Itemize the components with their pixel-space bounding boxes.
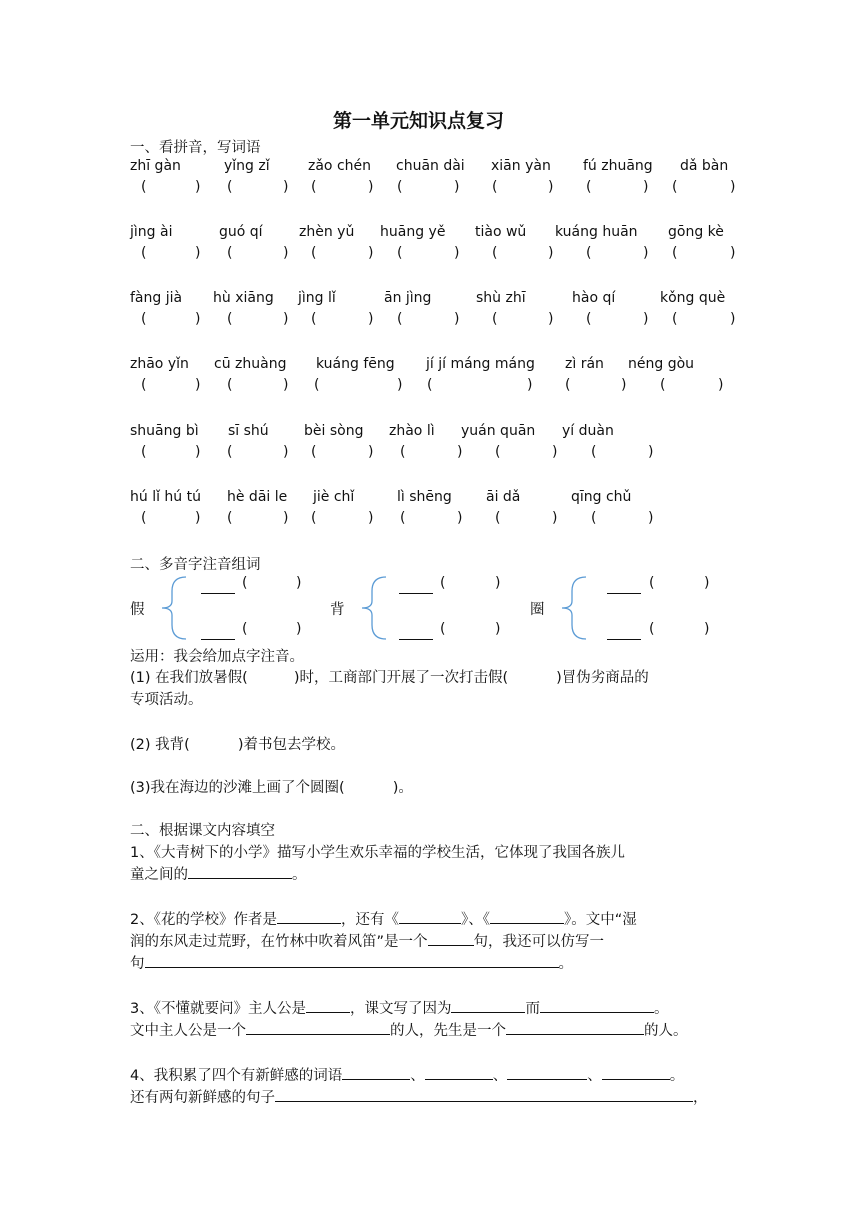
pinyin-word: chuān dài [396,158,465,174]
answer-open-paren: ( [311,179,317,195]
answer-close-paren: ) [643,245,649,261]
answer-open-paren: ( [311,444,317,460]
answer-close-paren: ) [454,245,460,261]
q3-b: ，课文写了因为 [349,1001,452,1017]
answer-open-paren: ( [227,179,233,195]
answer-close-paren: ) [368,444,374,460]
q2-d: 》。文中“湿 [563,912,637,928]
answer-blank[interactable] [399,909,461,924]
answer-open-paren: ( [400,444,406,460]
polyphonic-char: 背 [330,602,345,618]
answer-close-paren: ) [730,179,736,195]
pinyin-word: tiào wǔ [475,224,527,240]
pinyin-word: yí duàn [562,423,614,439]
answer-box[interactable] [149,510,193,528]
answer-open-paren: ( [591,510,597,526]
answer-blank[interactable] [425,1065,493,1080]
answer-open-paren: ( [227,245,233,261]
polyphonic-char: 假 [130,602,145,618]
q2-end: 。 [558,956,573,972]
answer-box[interactable] [319,245,366,263]
answer-open-paren: ( [141,444,147,460]
answer-box[interactable] [408,510,455,528]
answer-close-paren: ) [648,510,654,526]
answer-box[interactable] [149,245,193,263]
pinyin-open-paren: ( [440,575,446,591]
pinyin-word: jiè chǐ [313,489,355,505]
q3-line2-a: 文中主人公是一个 [130,1023,246,1039]
answer-close-paren: ) [195,510,201,526]
q2-part-a: (2) 我背( [130,737,190,753]
answer-blank[interactable] [451,998,525,1013]
answer-close-paren: ) [368,311,374,327]
pinyin-word: néng gòu [628,356,695,372]
answer-blank[interactable] [507,1065,587,1080]
fill-q2-line1 [130,908,637,929]
pinyin-close-paren: ) [704,575,710,591]
answer-close-paren: ) [548,245,554,261]
answer-open-paren: ( [495,510,501,526]
pinyin-open-paren: ( [242,575,248,591]
answer-blank[interactable] [277,909,341,924]
answer-box[interactable] [408,444,455,462]
answer-open-paren: ( [141,245,147,261]
answer-close-paren: ) [195,245,201,261]
answer-open-paren: ( [227,377,233,393]
answer-box[interactable] [680,311,728,329]
curly-brace-icon [360,575,390,641]
answer-blank[interactable] [540,998,654,1013]
answer-box[interactable] [149,377,193,395]
answer-blank[interactable] [399,593,433,594]
answer-close-paren: ) [283,510,289,526]
q3-d: 。 [653,1001,669,1017]
answer-blank[interactable] [506,1020,644,1035]
answer-open-paren: ( [660,377,666,393]
answer-blank[interactable] [188,864,292,879]
answer-open-paren: ( [672,245,678,261]
answer-open-paren: ( [586,179,592,195]
q1-part-c: )冒伪劣商品的 [556,670,649,686]
section1-heading: 一、看拼音，写词语 [130,140,261,156]
pinyin-word: shuāng bì [130,423,199,439]
answer-close-paren: ) [195,179,201,195]
answer-open-paren: ( [397,179,403,195]
q2-line3: 句 [130,956,145,972]
q2-line2-a: 润的东风走过荒野，在竹林中吹着风笛”是一个 [130,934,428,950]
usage-q1 [130,666,649,687]
answer-blank[interactable] [342,1065,410,1080]
pinyin-word: bèi sòng [304,423,364,439]
q2-line2-b: 句，我还可以仿写一 [473,934,605,950]
pinyin-word: hù xiāng [213,290,274,306]
pinyin-word: zì rán [565,356,604,372]
answer-open-paren: ( [141,510,147,526]
pinyin-close-paren: ) [704,621,710,637]
fill-q4-line1 [130,1064,684,1085]
answer-open-paren: ( [495,444,501,460]
answer-open-paren: ( [311,510,317,526]
answer-box[interactable] [594,179,641,197]
curly-brace-icon [560,575,590,641]
answer-blank[interactable] [275,1087,693,1102]
answer-close-paren: ) [195,444,201,460]
pinyin-word: qīng chǔ [571,489,632,505]
answer-open-paren: ( [591,444,597,460]
pinyin-word: fú zhuāng [583,158,653,174]
answer-open-paren: ( [227,444,233,460]
answer-box[interactable] [594,245,641,263]
fill-q1-line1: 1、《大青树下的小学》描写小学生欢乐幸福的学校生活，它体现了我国各族儿 [130,845,625,861]
answer-box[interactable] [405,179,452,197]
answer-close-paren: ) [457,444,463,460]
q4-sep: 、 [410,1068,425,1084]
answer-open-paren: ( [311,245,317,261]
q2-part-b: )着书包去学校。 [237,737,345,753]
pinyin-word: xiān yàn [491,158,551,174]
answer-blank[interactable] [490,909,564,924]
answer-box[interactable] [500,311,546,329]
answer-box[interactable] [149,311,193,329]
answer-blank[interactable] [607,593,641,594]
pinyin-word: zhèn yǔ [299,224,355,240]
pinyin-word: zhāo yǐn [130,356,189,372]
pinyin-open-paren: ( [649,575,655,591]
answer-box[interactable] [503,444,550,462]
pinyin-close-paren: ) [296,575,302,591]
section3-heading: 二、根据课文内容填空 [130,823,275,839]
answer-close-paren: ) [643,311,649,327]
q4-line2: 还有两句新鲜感的句子 [130,1090,275,1106]
answer-box[interactable] [500,179,546,197]
pinyin-word: yǐng zǐ [224,158,270,174]
pinyin-open-paren: ( [440,621,446,637]
answer-blank[interactable] [607,639,641,640]
answer-open-paren: ( [565,377,571,393]
answer-open-paren: ( [427,377,433,393]
pinyin-word: cū zhuàng [214,356,287,372]
q3-part-a: (3)我在海边的沙滩上画了个圆圈( [130,780,345,796]
answer-close-paren: ) [283,377,289,393]
q2-a: 2、《花的学校》作者是 [130,912,277,928]
pinyin-word: lì shēng [397,489,452,505]
fill-q2-line3 [130,952,573,973]
answer-close-paren: ) [548,311,554,327]
answer-box[interactable] [435,377,525,395]
answer-close-paren: ) [397,377,403,393]
usage-q1-line2: 专项活动。 [130,692,203,708]
pinyin-close-paren: ) [296,621,302,637]
pinyin-word: huāng yě [380,224,446,240]
answer-open-paren: ( [227,311,233,327]
answer-box[interactable] [149,444,193,462]
q4-sep: 、 [492,1068,508,1084]
pinyin-word: shù zhī [476,290,526,306]
answer-box[interactable] [405,245,452,263]
answer-close-paren: ) [527,377,533,393]
answer-close-paren: ) [368,245,374,261]
answer-close-paren: ) [195,377,201,393]
answer-box[interactable] [668,377,716,395]
answer-box[interactable] [680,245,728,263]
answer-box[interactable] [680,179,728,197]
answer-blank[interactable] [602,1065,670,1080]
q1-end: 。 [292,867,307,883]
answer-close-paren: ) [730,311,736,327]
answer-close-paren: ) [454,179,460,195]
fill-q1-line2 [130,863,307,884]
fill-q4-line2 [130,1086,708,1107]
q3-line2-b: 的人，先生是一个 [390,1023,506,1039]
answer-close-paren: ) [283,311,289,327]
q4-end: 。 [669,1068,685,1084]
answer-box[interactable] [319,510,366,528]
answer-blank[interactable] [201,639,235,640]
answer-open-paren: ( [397,245,403,261]
pinyin-word: dǎ bàn [680,158,729,174]
pinyin-word: zǎo chén [308,158,371,174]
answer-box[interactable] [149,179,193,197]
answer-open-paren: ( [492,245,498,261]
section2-heading: 二、多音字注音组词 [130,557,261,573]
q3-a: 3、《不懂就要问》主人公是 [130,1001,306,1017]
answer-open-paren: ( [311,311,317,327]
pinyin-word: zhī gàn [130,158,181,174]
q3-line2-c: 的人。 [644,1023,688,1039]
answer-open-paren: ( [492,179,498,195]
answer-close-paren: ) [718,377,724,393]
answer-open-paren: ( [400,510,406,526]
answer-open-paren: ( [141,377,147,393]
answer-open-paren: ( [397,311,403,327]
answer-box[interactable] [594,311,641,329]
q2-b: ，还有《 [340,912,399,928]
answer-open-paren: ( [586,245,592,261]
answer-box[interactable] [235,444,281,462]
answer-blank[interactable] [201,593,235,594]
answer-close-paren: ) [552,444,558,460]
pinyin-word: sī shú [228,423,269,439]
pinyin-word: guó qí [219,224,263,240]
answer-box[interactable] [405,311,452,329]
answer-close-paren: ) [552,510,558,526]
answer-close-paren: ) [368,510,374,526]
answer-box[interactable] [235,377,281,395]
answer-box[interactable] [322,377,395,395]
answer-open-paren: ( [141,179,147,195]
answer-close-paren: ) [454,311,460,327]
pinyin-word: kuáng huān [555,224,638,240]
answer-close-paren: ) [283,245,289,261]
answer-blank[interactable] [246,1020,390,1035]
q4-line2-end: ， [693,1090,708,1106]
answer-box[interactable] [573,377,619,395]
pinyin-word: gōng kè [668,224,724,240]
pinyin-word: kǒng què [660,290,726,306]
answer-blank[interactable] [145,953,559,968]
polyphonic-char: 圈 [530,602,545,618]
answer-blank[interactable] [399,639,433,640]
answer-close-paren: ) [643,179,649,195]
answer-box[interactable] [235,510,281,528]
answer-box[interactable] [235,179,281,197]
pinyin-word: yuán quān [461,423,536,439]
fill-q3-line1 [130,997,668,1018]
answer-close-paren: ) [548,179,554,195]
fill-q2-line2 [130,930,604,951]
answer-open-paren: ( [227,510,233,526]
pinyin-word: jìng ài [130,224,173,240]
q3-c: 而 [525,1001,540,1017]
pinyin-open-paren: ( [242,621,248,637]
q2-c: 》、《 [460,912,490,928]
curly-brace-icon [160,575,190,641]
pinyin-word: hào qí [572,290,616,306]
usage-q2 [130,733,345,754]
pinyin-word: kuáng fēng [316,356,395,372]
answer-open-paren: ( [141,311,147,327]
answer-close-paren: ) [648,444,654,460]
answer-open-paren: ( [586,311,592,327]
pinyin-open-paren: ( [649,621,655,637]
answer-box[interactable] [319,179,366,197]
answer-close-paren: ) [283,179,289,195]
answer-box[interactable] [500,245,546,263]
q3-part-b: )。 [392,780,413,796]
pinyin-word: hè dāi le [227,489,288,505]
pinyin-word: jìng lǐ [298,290,336,306]
fill-q3-line2 [130,1019,688,1040]
answer-open-paren: ( [672,179,678,195]
pinyin-close-paren: ) [495,575,501,591]
answer-close-paren: ) [730,245,736,261]
q1-part-b: )时，工商部门开展了一次打击假( [293,670,509,686]
answer-box[interactable] [319,444,366,462]
answer-box[interactable] [235,311,281,329]
usage-q3 [130,776,413,797]
pinyin-word: ān jìng [384,290,432,306]
q1-line2-text: 童之间的 [130,867,188,883]
answer-close-paren: ) [283,444,289,460]
answer-close-paren: ) [621,377,627,393]
usage-intro: 运用：我会给加点字注音。 [130,649,304,665]
pinyin-word: jí jí máng máng [426,356,535,372]
answer-open-paren: ( [314,377,320,393]
pinyin-word: āi dǎ [486,489,521,505]
answer-close-paren: ) [457,510,463,526]
pinyin-close-paren: ) [495,621,501,637]
answer-box[interactable] [599,510,646,528]
pinyin-word: fàng jià [130,290,183,306]
pinyin-word: hú lǐ hú tú [130,489,201,505]
q4-a: 4、我积累了四个有新鲜感的词语 [130,1068,343,1084]
page-title: 第一单元知识点复习 [333,110,505,132]
answer-open-paren: ( [492,311,498,327]
answer-box[interactable] [503,510,550,528]
q4-sep: 、 [587,1068,602,1084]
answer-box[interactable] [319,311,366,329]
answer-blank[interactable] [428,931,474,946]
q1-part-a: (1) 在我们放暑假( [130,670,248,686]
answer-open-paren: ( [672,311,678,327]
answer-box[interactable] [599,444,646,462]
answer-close-paren: ) [195,311,201,327]
answer-box[interactable] [235,245,281,263]
answer-close-paren: ) [368,179,374,195]
answer-blank[interactable] [306,998,350,1013]
pinyin-word: zhào lì [389,423,435,439]
